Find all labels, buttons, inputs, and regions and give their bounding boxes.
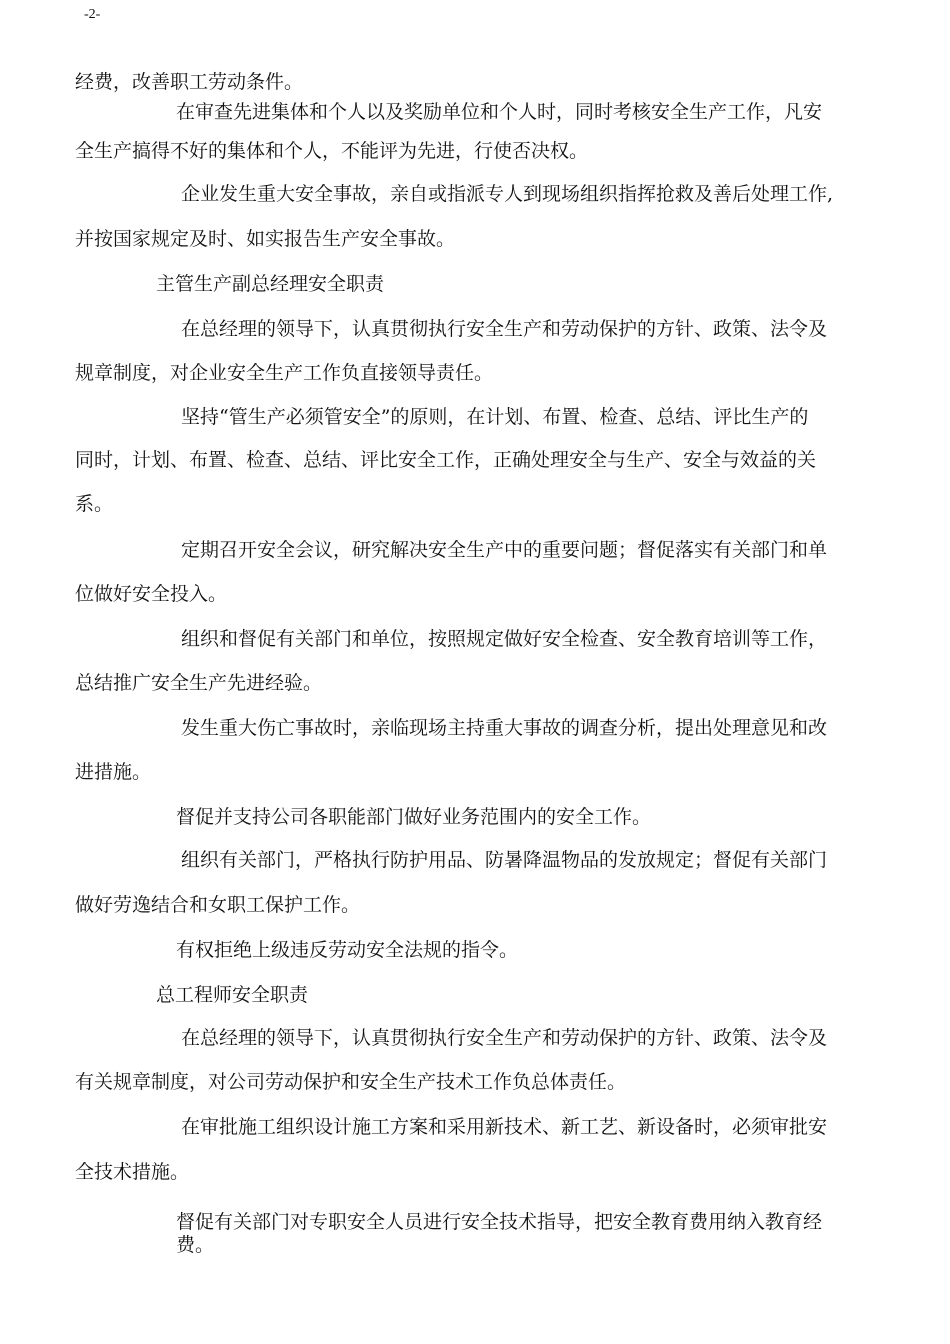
text-line: 全生产搞得不好的集体和个人，不能评为先进，行使否决权。 xyxy=(75,140,589,162)
text-line: 督促并支持公司各职能部门做好业务范围内的安全工作。 xyxy=(176,806,652,828)
text-line: 在总经理的领导下，认真贯彻执行安全生产和劳动保护的方针、政策、法令及 xyxy=(181,1027,828,1049)
text-line: 在总经理的领导下，认真贯彻执行安全生产和劳动保护的方针、政策、法令及 xyxy=(181,318,828,340)
text-line: 系。 xyxy=(75,493,114,515)
text-line: 费。 xyxy=(176,1234,215,1256)
text-line: 有关规章制度，对公司劳动保护和安全生产技术工作负总体责任。 xyxy=(75,1071,627,1093)
text-line: 进措施。 xyxy=(75,761,152,783)
text-line: 坚持“管生产必须管安全”的原则，在计划、布置、检查、总结、评比生产的 xyxy=(181,406,809,428)
text-line: 做好劳逸结合和女职工保护工作。 xyxy=(75,894,361,916)
text-line: 组织和督促有关部门和单位，按照规定做好安全检查、安全教育培训等工作， xyxy=(181,628,828,650)
text-line: 有权拒绝上级违反劳动安全法规的指令。 xyxy=(176,939,519,961)
section-heading: 总工程师安全职责 xyxy=(156,984,309,1006)
text-line: 督促有关部门对专职安全人员进行安全技术指导，把安全教育费用纳入教育经 xyxy=(176,1211,823,1233)
text-line: 总结推广安全生产先进经验。 xyxy=(75,672,323,694)
text-line: 同时，计划、布置、检查、总结、评比安全工作，正确处理安全与生产、安全与效益的关 xyxy=(75,449,817,471)
text-line: 在审查先进集体和个人以及奖励单位和个人时，同时考核安全生产工作，凡安 xyxy=(176,101,823,123)
text-line: 组织有关部门，严格执行防护用品、防暑降温物品的发放规定；督促有关部门 xyxy=(181,849,828,871)
page-number: -2- xyxy=(84,7,101,22)
text-line: 发生重大伤亡事故时，亲临现场主持重大事故的调查分析，提出处理意见和改 xyxy=(181,717,828,739)
text-line: 规章制度，对企业安全生产工作负直接领导责任。 xyxy=(75,362,494,384)
text-line: 位做好安全投入。 xyxy=(75,583,228,605)
text-line: 经费，改善职工劳动条件。 xyxy=(75,71,304,93)
text-line: 在审批施工组织设计施工方案和采用新技术、新工艺、新设备时，必须审批安 xyxy=(181,1116,828,1138)
text-line: 并按国家规定及时、如实报告生产安全事故。 xyxy=(75,228,456,250)
text-line: 定期召开安全会议，研究解决安全生产中的重要问题；督促落实有关部门和单 xyxy=(181,539,828,561)
text-line: 全技术措施。 xyxy=(75,1161,190,1183)
section-heading: 主管生产副总经理安全职责 xyxy=(156,273,385,295)
text-line: 企业发生重大安全事故，亲自或指派专人到现场组织指挥抢救及善后处理工作, xyxy=(181,183,834,205)
